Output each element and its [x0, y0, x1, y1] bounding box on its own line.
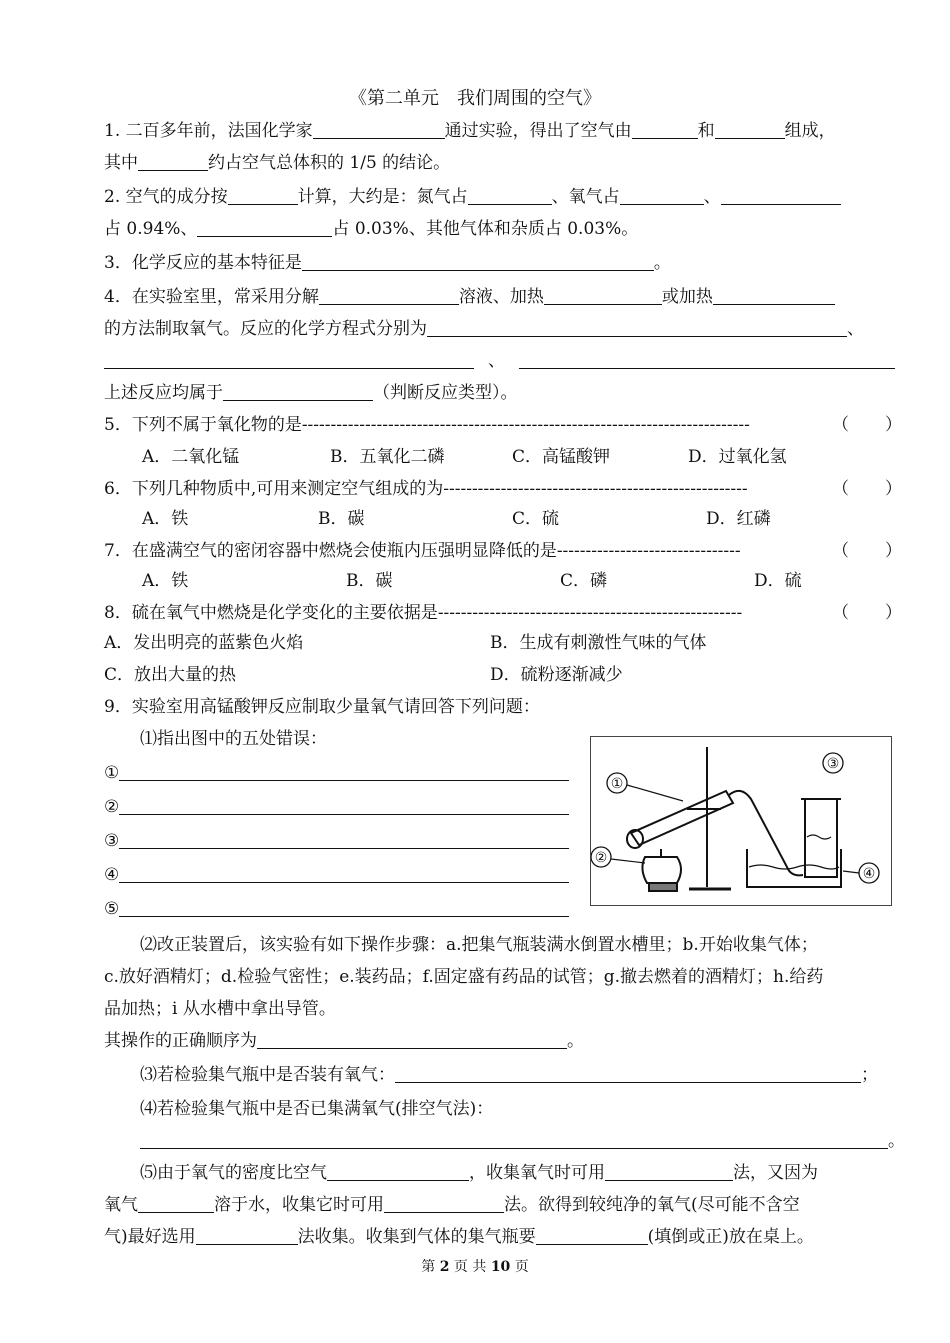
option-d: D．硫粉逐渐减少 — [490, 665, 623, 685]
blank[interactable] — [620, 187, 704, 205]
blank[interactable] — [138, 153, 208, 171]
blank[interactable] — [119, 763, 569, 781]
question-7-stem: 7．在盛满空气的密闭容器中燃烧会使瓶内压强明显降低的是-------------------------------- — [104, 541, 741, 561]
blank[interactable] — [228, 187, 298, 205]
question-9-part-4-answer: 。 — [140, 1130, 905, 1152]
question-9-part-2-line-3: 品加热；i 从水槽中拿出导管。 — [104, 999, 336, 1019]
option-d: D．过氧化氢 — [688, 447, 787, 467]
error-line-2: ② — [104, 796, 569, 818]
blank[interactable] — [427, 319, 847, 337]
error-line-4: ④ — [104, 864, 569, 886]
fig-label-1: ① — [610, 776, 624, 792]
blank[interactable] — [138, 1195, 214, 1213]
question-9-part-2-order: 其操作的正确顺序为 。 — [104, 1031, 584, 1051]
question-9-part-1: ⑴指出图中的五处错误： — [140, 729, 327, 749]
option-a: A．发出明亮的蓝紫色火焰 — [104, 633, 304, 653]
blank[interactable] — [313, 121, 445, 139]
question-4-line-3: 、 — [104, 350, 895, 372]
question-9-part-5-line-3: 气)最好选用 法收集。收集到气体的集气瓶要 (填倒或正)放在桌上。 — [104, 1227, 814, 1247]
error-line-5: ⑤ — [104, 898, 569, 920]
option-b: B．五氧化二磷 — [330, 447, 445, 467]
option-d: D．红磷 — [706, 509, 771, 529]
blank[interactable] — [319, 287, 459, 305]
answer-bracket[interactable]: （ ） — [832, 479, 902, 499]
blank[interactable] — [223, 383, 373, 401]
blank[interactable] — [196, 1227, 298, 1245]
error-line-3: ③ — [104, 830, 569, 852]
page-title: 《第二单元 我们周围的空气》 — [349, 88, 601, 109]
blank[interactable] — [605, 1163, 733, 1181]
blank[interactable] — [715, 121, 785, 139]
question-9-part-5-line-1: ⑸由于氧气的密度比空气 ，收集氧气时可用 法，又因为 — [140, 1163, 818, 1183]
option-c: C．放出大量的热 — [104, 665, 237, 685]
question-1-line-2: 其中 约占空气总体积的 1/5 的结论。 — [104, 153, 451, 173]
blank[interactable] — [713, 287, 835, 305]
question-2-line-1: 2. 空气的成分按 计算，大约是：氮气占 、氧气占 、 — [104, 186, 841, 208]
question-9-part-3: ⑶若检验集气瓶中是否装有氧气： ； — [140, 1065, 878, 1085]
blank[interactable] — [119, 899, 569, 917]
blank[interactable] — [468, 187, 552, 205]
option-b: B．碳 — [346, 571, 393, 591]
question-2-line-2: 占 0.94%、 占 0.03%、其他气体和杂质占 0.03%。 — [104, 219, 639, 239]
answer-bracket[interactable]: （ ） — [832, 415, 902, 435]
blank[interactable] — [721, 187, 841, 205]
question-1-line-1: 1. 二百多年前，法国化学家 通过实验，得出了空气由 和 组成， — [104, 121, 836, 141]
question-8-stem: 8．硫在氧气中燃烧是化学变化的主要依据是----------------------------------------------------- — [104, 603, 743, 623]
blank[interactable] — [544, 287, 662, 305]
option-a: A．铁 — [142, 571, 189, 591]
blank[interactable] — [119, 797, 569, 815]
question-6-stem: 6．下列几种物质中,可用来测定空气组成的为----------------------------------------------------- — [104, 479, 748, 499]
option-a: A．二氧化锰 — [142, 447, 240, 467]
question-9-part-4: ⑷若检验集气瓶中是否已集满氧气(排空气法)： — [140, 1099, 494, 1119]
option-c: C．硫 — [512, 509, 560, 529]
blank[interactable] — [140, 1131, 888, 1149]
question-9-part-2-line-1: ⑵改正装置后，该实验有如下操作步骤：a.把集气瓶装满水倒置水槽里；b.开始收集气体； — [140, 935, 818, 955]
question-5-stem: 5．下列不属于氧化物的是------------------------------------------------------------------------------ — [104, 415, 750, 435]
question-4-line-4: 上述反应均属于 （判断反应类型）。 — [104, 383, 518, 403]
blank[interactable] — [384, 1195, 504, 1213]
blank[interactable] — [519, 351, 895, 369]
blank[interactable] — [104, 351, 474, 369]
oxygen-apparatus-drawing — [591, 737, 891, 905]
question-4-line-1: 4．在实验室里，常采用分解 溶液、加热 或加热 — [104, 286, 835, 308]
option-b: B．生成有刺激性气味的气体 — [490, 633, 707, 653]
blank[interactable] — [536, 1227, 648, 1245]
error-line-1: ① — [104, 762, 569, 784]
apparatus-figure — [590, 736, 892, 906]
question-4-line-2: 的方法制取氧气。反应的化学方程式分别为 、 — [104, 319, 864, 339]
question-3: 3．化学反应的基本特征是 。 — [104, 253, 671, 273]
answer-bracket[interactable]: （ ） — [832, 603, 902, 623]
fig-label-4: ④ — [862, 866, 876, 882]
blank[interactable] — [395, 1065, 861, 1083]
blank[interactable] — [257, 1031, 567, 1049]
blank[interactable] — [119, 831, 569, 849]
blank[interactable] — [327, 1163, 469, 1181]
blank[interactable] — [302, 253, 654, 271]
fig-label-3: ③ — [826, 756, 840, 772]
question-9-part-5-line-2: 氧气 溶于水，收集它时可用 法。欲得到较纯净的氧气(尽可能不含空 — [104, 1195, 800, 1215]
option-d: D．硫 — [754, 571, 802, 591]
option-c: C．磷 — [560, 571, 608, 591]
blank[interactable] — [632, 121, 698, 139]
page-footer: 第 2 页 共 10 页 — [421, 1259, 529, 1275]
answer-bracket[interactable]: （ ） — [832, 541, 902, 561]
option-b: B．碳 — [318, 509, 365, 529]
question-9-stem: 9．实验室用高锰酸钾反应制取少量氧气请回答下列问题： — [104, 697, 540, 717]
question-9-part-2-line-2: c.放好酒精灯；d.检验气密性；e.装药品；f.固定盛有药品的试管；g.撤去燃着的酒精灯；h.给药 — [104, 967, 824, 987]
option-a: A．铁 — [142, 509, 189, 529]
blank[interactable] — [119, 865, 569, 883]
blank[interactable] — [197, 219, 332, 237]
fig-label-2: ② — [594, 850, 608, 866]
option-c: C．高锰酸钾 — [512, 447, 611, 467]
